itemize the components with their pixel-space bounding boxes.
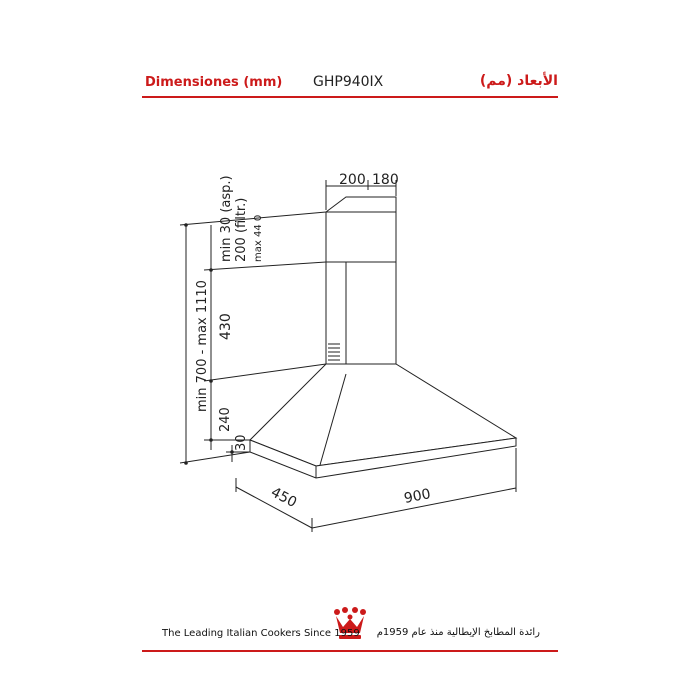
chimney-width-label: 200 <box>339 172 366 188</box>
dimensions-label: Dimensiones (mm) <box>145 75 283 90</box>
hood-width-label: 900 <box>402 486 433 507</box>
footer-tagline: The Leading Italian Cookers Since 1959 <box>162 628 360 639</box>
base-height-label: 30 <box>234 434 249 451</box>
footer-divider <box>142 650 558 652</box>
chimney-depth-label: 180 <box>372 172 399 188</box>
crown-icon <box>333 607 367 645</box>
total-height-label: min 700 - max 1110 <box>195 280 210 412</box>
dimensions-label-arabic: الأبعاد (مم) <box>479 73 558 89</box>
hood-height-label: 240 <box>218 407 233 432</box>
chimney-front <box>326 212 396 374</box>
chimney-max-label: max 44 0 <box>253 214 264 262</box>
model-number: GHP940IX <box>313 74 384 90</box>
filter-min-label: 200 (filtr.) <box>234 197 249 262</box>
chimney-height-label: 430 <box>218 313 234 340</box>
chimney-top <box>326 197 396 212</box>
footer-tagline-arabic: رائدة المطابخ الإيطالية منذ عام 1959م <box>376 627 540 638</box>
hood-depth-label: 450 <box>268 484 300 512</box>
exhaust-min-label: min 30 (asp.) <box>219 175 234 262</box>
